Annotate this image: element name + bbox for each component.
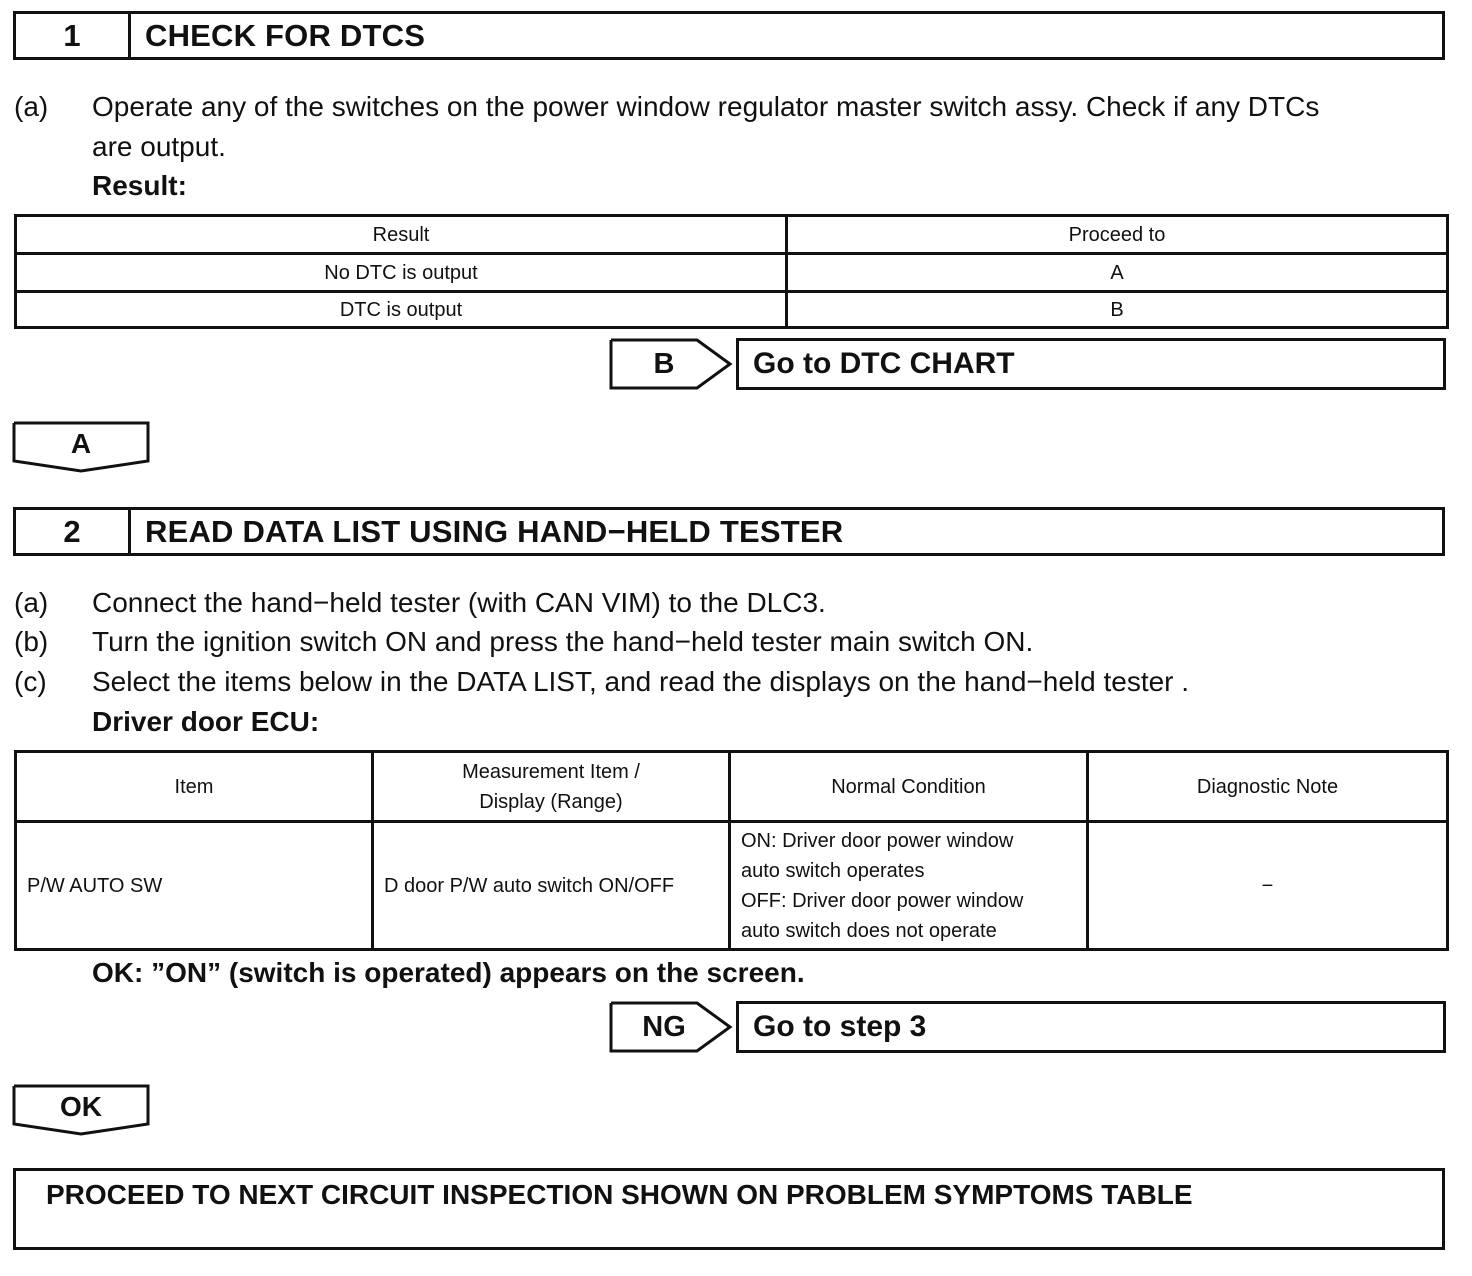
step-2-title: READ DATA LIST USING HAND−HELD TESTER [145, 513, 844, 549]
step-1-title: CHECK FOR DTCS [145, 17, 426, 53]
table-row [16, 254, 1448, 292]
final-instruction-box [13, 1168, 1445, 1250]
flow-ok-label: OK [60, 1091, 102, 1122]
step-1-number: 1 [16, 14, 131, 57]
result-table-header-row [16, 216, 1448, 254]
table-cell: A [787, 254, 1448, 292]
step-2-text-c: Select the items below in the DATA LIST, and read the displays on the hand−held tester . [92, 666, 1190, 697]
step-2-number: 2 [16, 510, 131, 553]
step-2-instruction-a [0, 583, 1472, 623]
step-1-text-a-line1: Operate any of the switches on the power window regulator master switch assy. Check if any DTCs [92, 91, 1320, 122]
step-2-instruction-b [0, 622, 1472, 662]
table-cell: B [787, 292, 1448, 328]
step-2-text-b: Turn the ignition switch ON and press the hand−held tester main switch ON. [92, 626, 1034, 657]
step-2-instruction-c [0, 662, 1472, 702]
result-heading: Result: [92, 170, 187, 201]
step-1-instruction-a [0, 87, 1472, 167]
ok-condition: OK: ”ON” (switch is operated) appears on the screen. [92, 957, 805, 988]
data-cell-normal [730, 822, 1088, 950]
step-2-header [13, 507, 1445, 556]
step-1-text-a-line2: are output. [92, 131, 226, 162]
step-2-mark-c: (c) [14, 666, 47, 697]
step-1-mark-a: (a) [14, 91, 49, 122]
branch-ng-tag [609, 1001, 733, 1053]
result-table-header: Proceed to [787, 216, 1448, 254]
step-2-mark-b: (b) [14, 626, 49, 657]
normal-line: ON: Driver door power window [741, 829, 1014, 852]
data-list-header-item: Item [16, 752, 373, 822]
branch-ng-label: NG [642, 1010, 686, 1043]
branch-b-destination: Go to DTC CHART [736, 338, 1446, 390]
final-instruction-text: PROCEED TO NEXT CIRCUIT INSPECTION SHOWN ON PROBLEM SYMPTOMS TABLE [46, 1179, 1193, 1210]
result-table [14, 214, 1449, 329]
data-list-header-normal: Normal Condition [730, 752, 1088, 822]
table-cell: DTC is output [16, 292, 787, 328]
branch-ng-destination: Go to step 3 [736, 1001, 1446, 1053]
normal-line: auto switch does not operate [741, 919, 997, 942]
data-cell-item: P/W AUTO SW [16, 822, 373, 950]
normal-line: OFF: Driver door power window [741, 889, 1024, 912]
branch-b-label: B [653, 347, 675, 380]
normal-line: auto switch operates [741, 859, 925, 882]
data-list-header-row [16, 752, 1448, 822]
branch-b-tag [609, 338, 733, 390]
data-list-header-note: Diagnostic Note [1088, 752, 1448, 822]
result-table-header: Result [16, 216, 787, 254]
header-line: Display (Range) [479, 790, 623, 813]
data-cell-measurement: D door P/W auto switch ON/OFF [373, 822, 730, 950]
table-row [16, 292, 1448, 328]
data-cell-note: − [1088, 822, 1448, 950]
header-line: Measurement Item / [462, 760, 640, 783]
flow-a-tag [12, 421, 150, 473]
driver-door-ecu-heading: Driver door ECU: [92, 706, 320, 737]
flow-ok-tag [12, 1084, 150, 1136]
table-row [16, 822, 1448, 950]
step-1-header [13, 11, 1445, 60]
step-2-text-a: Connect the hand−held tester (with CAN VIM) to the DLC3. [92, 587, 826, 618]
table-cell: No DTC is output [16, 254, 787, 292]
data-list-table [14, 750, 1449, 951]
data-list-header-measurement [373, 752, 730, 822]
flow-a-label: A [70, 428, 92, 459]
step-2-mark-a: (a) [14, 587, 49, 618]
